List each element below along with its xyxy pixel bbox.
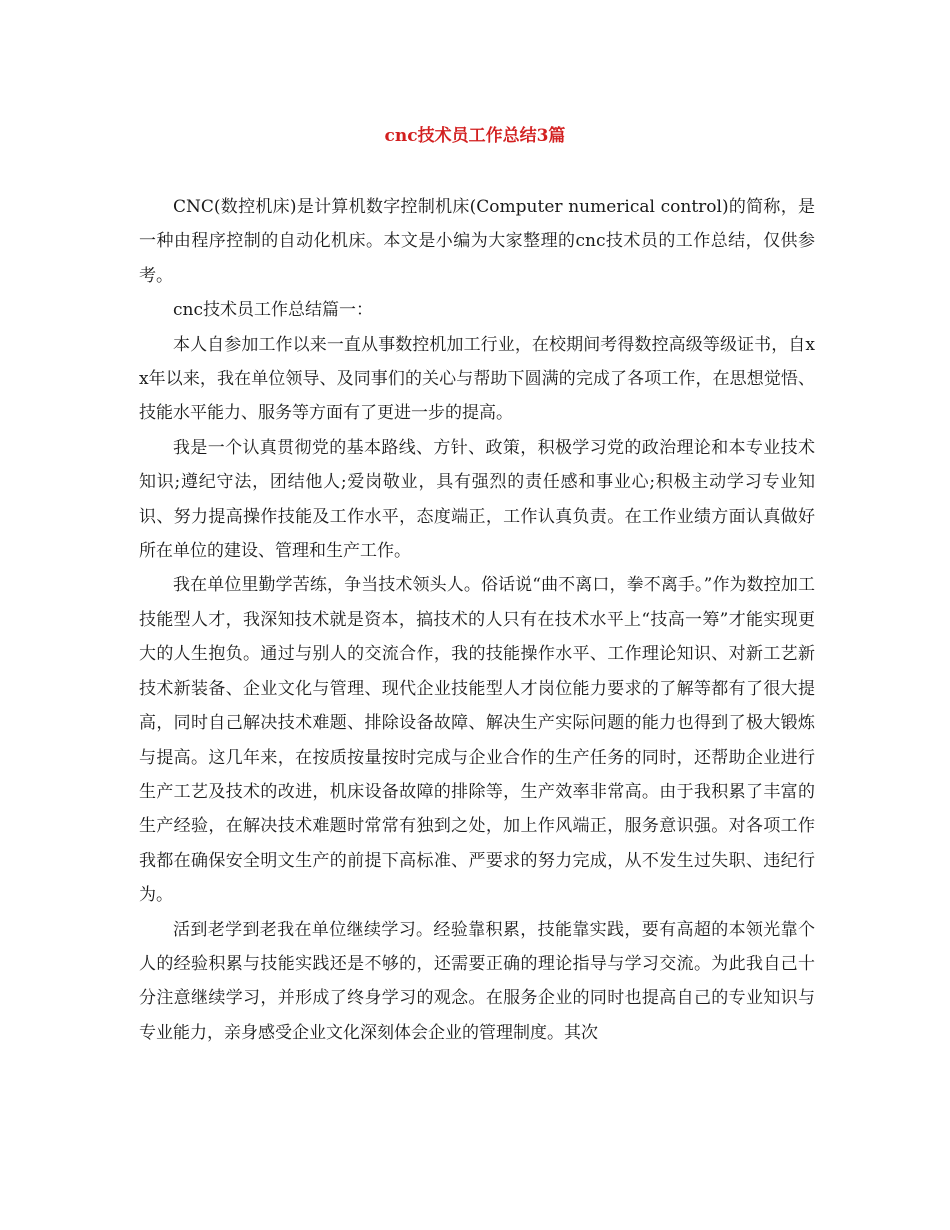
paragraph: 我在单位里勤学苦练，争当技术领头人。俗话说“曲不离口，拳不离手。”作为数控加工技能型人才，我深知技术就是资本，搞技术的人只有在技术水平上“技高一筹”才能实现更大的人生抱负。通过与别人的交流合作，我的技能操作水平、工作理论知识、对新工艺新技术新装备、企业文化与管理、现代企业技能型人才岗位能力要求的了解等都有了很大提高，同时自己解决技术难题、排除设备故障、解决生产实际问题的能力也得到了极大锻炼与提高。这几年来，在按质按量按时完成与企业合作的生产任务的同时，还帮助企业进行生产工艺及技术的改进，机床设备故障的排除等，生产效率非常高。由于我积累了丰富的生产经验，在解决技术难题时常常有独到之处，加上作风端正，服务意识强。对各项工作我都在确保安全明文生产的前提下高标准、严要求的努力完成，从不发生过失职、违纪行为。	[139, 575, 815, 906]
paragraph: 活到老学到老我在单位继续学习。经验靠积累，技能靠实践，要有高超的本领光靠个人的经验积累与技能实践还是不够的，还需要正确的理论指导与学习交流。为此我自己十分注意继续学习，并形成了终身学习的观念。在服务企业的同时也提高自己的专业知识与专业能力，亲身感受企业文化深刻体会企业的管理制度。其次	[139, 919, 815, 1043]
section-heading: cnc技术员工作总结篇一：	[173, 300, 373, 321]
document-body	[139, 190, 815, 1050]
document-title: cnc技术员工作总结3篇	[384, 126, 566, 146]
paragraph-intro: CNC(数控机床)是计算机数字控制机床(Computer numerical control)的简称，是一种由程序控制的自动化机床。本文是小编为大家整理的cnc技术员的工作总结，仅供参考。	[139, 197, 815, 286]
paragraph: 我是一个认真贯彻党的基本路线、方针、政策，积极学习党的政治理论和本专业技术知识;遵纪守法，团结他人;爱岗敬业，具有强烈的责任感和事业心;积极主动学习专业知识、努力提高操作技能及工作水平，态度端正，工作认真负责。在工作业绩方面认真做好所在单位的建设、管理和生产工作。	[139, 437, 815, 562]
paragraph: 本人自参加工作以来一直从事数控机加工行业，在校期间考得数控高级等级证书，自xx年以来，我在单位领导、及同事们的关心与帮助下圆满的完成了各项工作，在思想觉悟、技能水平能力、服务等方面有了更进一步的提高。	[139, 334, 815, 424]
